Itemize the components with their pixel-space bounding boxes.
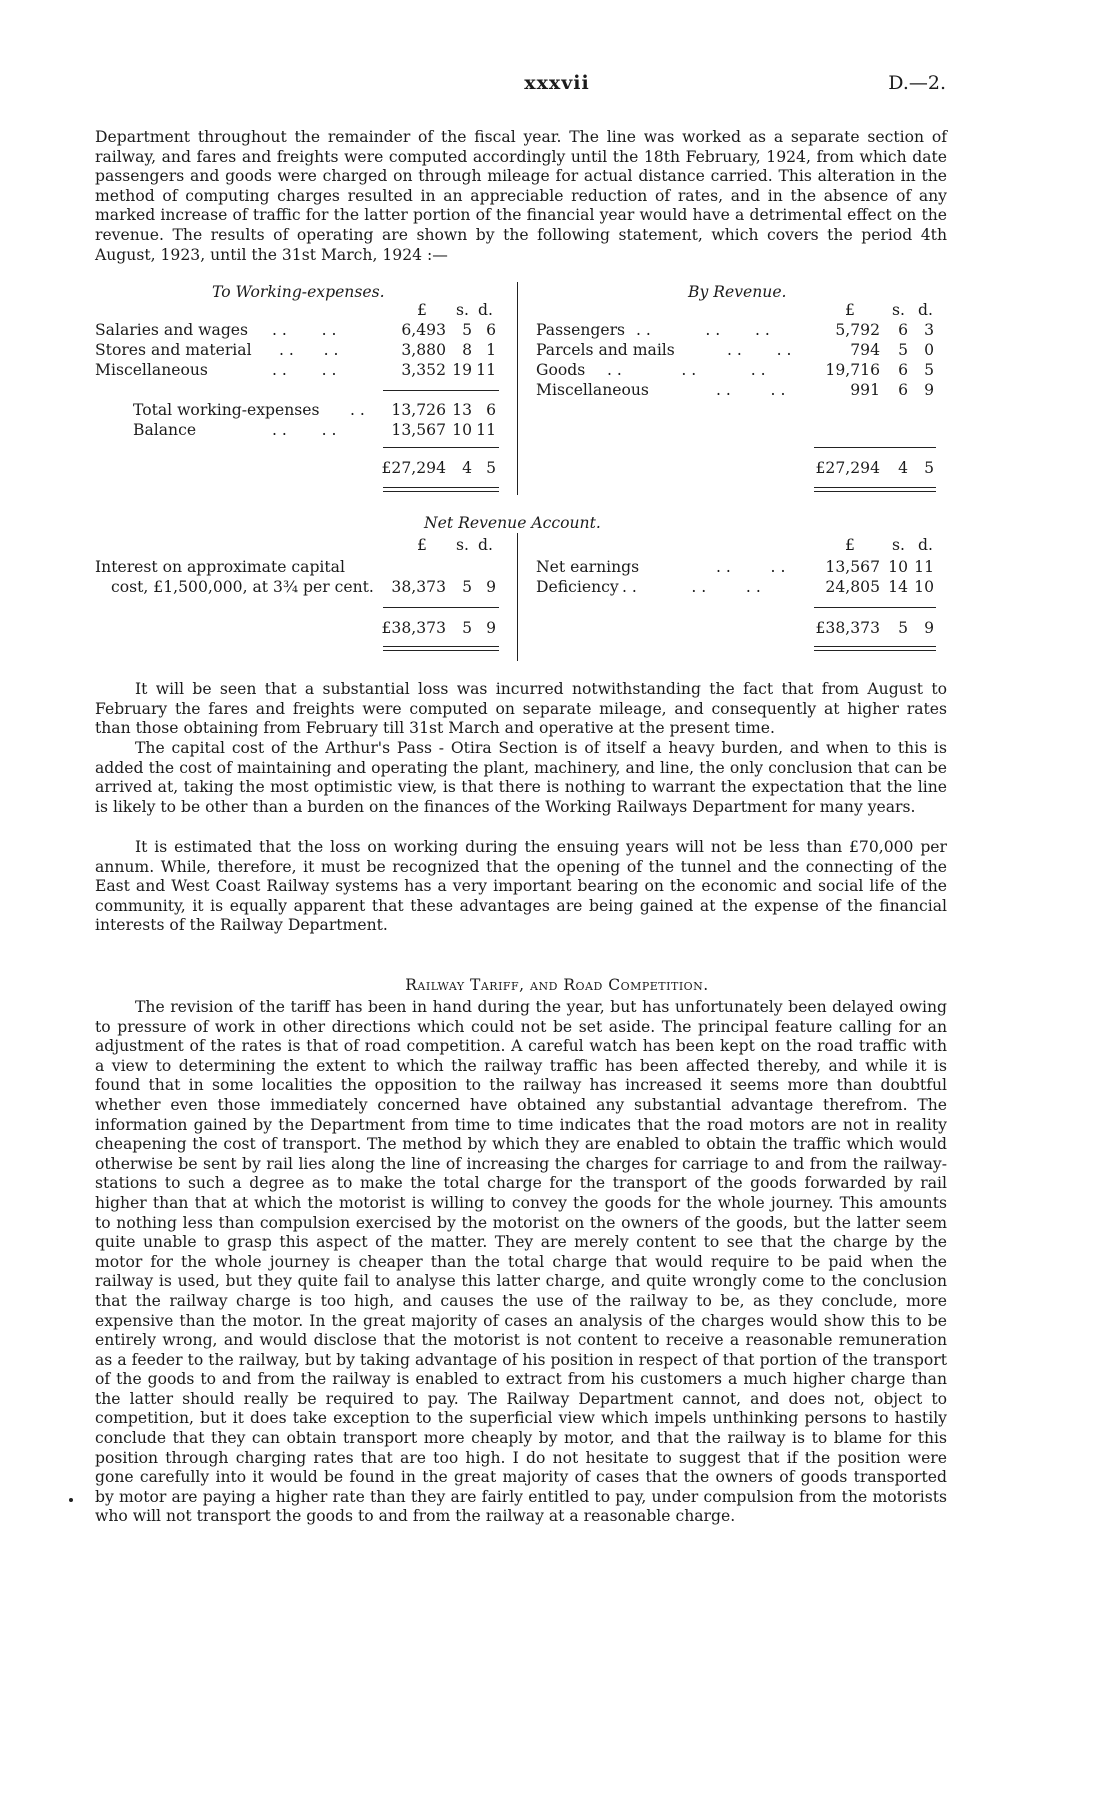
total-rule: [814, 607, 936, 608]
shillings: 13: [452, 401, 472, 419]
shillings: 6: [898, 321, 908, 339]
col-shillings: s.: [456, 536, 469, 554]
shillings: 5: [462, 321, 472, 339]
pounds: 13,567: [825, 558, 880, 576]
pence: 9: [486, 578, 496, 596]
pence: 11: [476, 361, 496, 379]
shillings: 5: [898, 341, 908, 359]
row-label: Miscellaneous: [95, 361, 208, 379]
pence: 9: [924, 619, 934, 637]
col-pence: d.: [918, 536, 933, 554]
statement-divider: [517, 282, 518, 495]
leader-dots: . . . . . .: [636, 321, 770, 339]
col-shillings: s.: [892, 301, 905, 319]
leader-dots: . . . .: [279, 341, 339, 359]
pence: 5: [924, 361, 934, 379]
row-label: Salaries and wages: [95, 321, 249, 339]
paragraph-estimate: It is estimated that the loss on working during the ensuing years will not be less than £70,000 per annum. While, therefore, it must be recognized that the opening of the tunnel and the connecting of the East and West Coast Railway systems has a very important bearing on the economic and social life of the community, it is equally apparent that these advantages are being gained at the expense of the financial interests of the Railway Department.: [95, 838, 947, 935]
revenue-heading: By Revenue.: [688, 283, 787, 301]
double-rule: [814, 646, 936, 651]
pounds: £27,294: [815, 459, 880, 477]
row-label: Passengers: [536, 321, 626, 339]
row-label: Total working-expenses: [133, 401, 320, 419]
page-number: xxxvii: [524, 72, 590, 94]
shillings: 5: [462, 578, 472, 596]
pounds: 991: [850, 381, 880, 399]
row-label: Goods: [536, 361, 586, 379]
document-reference: D.—2.: [888, 72, 946, 94]
col-shillings: s.: [456, 301, 469, 319]
interest-label-line1: Interest on approximate capital: [95, 558, 345, 576]
pence: 0: [924, 341, 934, 359]
leader-dots: . . . .: [716, 381, 786, 399]
total-rule: [814, 447, 936, 448]
row-label: Balance: [133, 421, 197, 439]
col-shillings: s.: [892, 536, 905, 554]
pence: 5: [924, 459, 934, 477]
double-rule: [383, 646, 499, 651]
pounds: 38,373: [391, 578, 446, 596]
expenses-heading: To Working-expenses.: [212, 283, 385, 301]
shillings: 5: [462, 619, 472, 637]
double-rule: [814, 487, 936, 492]
leader-dots: . . . .: [272, 321, 337, 339]
shillings: 4: [898, 459, 908, 477]
row-label: Stores and material: [95, 341, 252, 359]
pence: 9: [924, 381, 934, 399]
shillings: 10: [888, 558, 908, 576]
shillings: 19: [452, 361, 472, 379]
pounds: 13,726: [391, 401, 446, 419]
pence: 3: [924, 321, 934, 339]
subtotal-rule: [383, 390, 499, 391]
pence: 5: [486, 459, 496, 477]
pence: 9: [486, 619, 496, 637]
col-pound: £: [417, 301, 427, 319]
row-label: Parcels and mails: [536, 341, 675, 359]
pounds: 3,880: [401, 341, 446, 359]
pounds: 13,567: [391, 421, 446, 439]
col-pound: £: [845, 536, 855, 554]
shillings: 8: [462, 341, 472, 359]
leader-dots: . . . .: [272, 361, 337, 379]
col-pound: £: [417, 536, 427, 554]
leader-dots: . . . .: [716, 558, 786, 576]
leader-dots: . . . . . .: [607, 361, 766, 379]
pence: 1: [486, 341, 496, 359]
net-account-divider: [517, 533, 518, 661]
col-pence: d.: [478, 536, 493, 554]
paragraph-intro: Department throughout the remainder of the fiscal year. The line was worked as a separate section of railway, and fares and freights were computed accordingly until the 18th February, 1924, from which date passengers and goods were charged on through mileage for actual distance carried. This alteration in the method of computing charges resulted in an appreciable reduction of rates, and in the absence of any marked increase of traffic for the latter portion of the financial year would have a detrimental effect on the revenue. The results of operating are shown by the following statement, which covers the period 4th August, 1923, until the 31st March, 1924 :—: [95, 128, 947, 264]
col-pence: d.: [918, 301, 933, 319]
pounds: 794: [850, 341, 880, 359]
total-rule: [383, 607, 499, 608]
pounds: 5,792: [835, 321, 880, 339]
pounds: 19,716: [825, 361, 880, 379]
section-title: Railway Tariff, and Road Competition.: [405, 976, 709, 994]
row-label: Deficiency: [536, 578, 619, 596]
pence: 6: [486, 321, 496, 339]
row-label: Miscellaneous: [536, 381, 649, 399]
margin-mark: [69, 1498, 73, 1502]
pence: 6: [486, 401, 496, 419]
pence: 11: [476, 421, 496, 439]
shillings: 10: [452, 421, 472, 439]
paragraph-tariff: The revision of the tariff has been in hand during the year, but has unfortunately been delayed owing to pressure of work in other directions which could not be set aside. The principal feature calling for an adjustment of the rates is that of road competition. A careful watch has been kept on the road traffic with a view to determining the extent to which the railway traffic has been affected thereby, and while it is found that in some localities the opposition to the railway has increased it seems more than doubtful whether even those immediately concerned have obtained any substantial advantage therefrom. The information gained by the Department from time to time indicates that the road motors are not in reality cheapening the cost of transport. The method by which they are enabled to obtain the traffic which would otherwise be sent by rail lies along the line of increasing the charges for carriage to and from the railway-stations to such a degree as to make the total charge for the transport of the goods forwarded by rail higher than that at which the motorist is willing to convey the goods for the whole journey. This amounts to nothing less than compulsion exercised by the motorist on the owners of the goods, but the latter seem quite unable to grasp this aspect of the matter. They are merely content to see that the charge by the motor for the whole journey is cheaper than the total charge that would require to be paid when the railway is used, but they quite fail to analyse this latter charge, and quite wrongly come to the conclusion that the railway charge is too high, and causes the use of the railway to be, as they conclude, more expensive than the motor. In the great majority of cases an analysis of the charges would show this to be entirely wrong, and would disclose that the motorist is not content to receive a reasonable remuneration as a feeder to the railway, but by taking advantage of his position in respect of that portion of the transport of the goods to and from the railway is enabled to extract from his customers a much higher charge than the latter should really be required to pay. The Railway Department cannot, and does not, object to competition, but it does take exception to the superficial view which impels unthinking persons to hastily conclude that they can obtain transport more cheaply by motor, and that the railway is to blame for this position through charging rates that are too high. I do not hesitate to suggest that if the position were gone carefully into it would be found in the great majority of cases that the owners of goods transported by motor are paying a higher rate than they are fairly entitled to pay, under compulsion from the motorists who will not transport the goods to and from the railway at a reasonable charge.: [95, 998, 947, 1526]
leader-dots: . . . . . .: [622, 578, 761, 596]
net-account-heading: Net Revenue Account.: [424, 514, 601, 532]
pence: 10: [914, 578, 934, 596]
pounds: 3,352: [401, 361, 446, 379]
double-rule: [383, 487, 499, 492]
pounds: £38,373: [381, 619, 446, 637]
paragraph-capital-cost: The capital cost of the Arthur's Pass - Otira Section is of itself a heavy burden, and when to this is added the cost of maintaining and operating the plant, machinery, and line, the only conclusion that can be arrived at, taking the most optimistic view, is that there is nothing to warrant the expectation that the line is likely to be other than a burden on the finances of the Working Railways Department for many years.: [95, 739, 947, 816]
paragraph-loss: It will be seen that a substantial loss was incurred notwithstanding the fact that from August to February the fares and freights were computed on separate mileage, and consequently at higher rates than those obtaining from February till 31st March and operative at the present time.: [95, 680, 947, 738]
pounds: 6,493: [401, 321, 446, 339]
pounds: £38,373: [815, 619, 880, 637]
pence: 11: [914, 558, 934, 576]
pounds: £27,294: [381, 459, 446, 477]
shillings: 6: [898, 361, 908, 379]
interest-label-line2: cost, £1,500,000, at 3¾ per cent.: [111, 578, 374, 596]
leader-dots: . . . .: [272, 421, 337, 439]
shillings: 5: [898, 619, 908, 637]
leader-dots: . .: [350, 401, 365, 419]
leader-dots: . . . .: [727, 341, 792, 359]
shillings: 6: [898, 381, 908, 399]
pounds: 24,805: [825, 578, 880, 596]
col-pound: £: [845, 301, 855, 319]
total-rule: [383, 447, 499, 448]
col-pence: d.: [478, 301, 493, 319]
shillings: 4: [462, 459, 472, 477]
shillings: 14: [888, 578, 908, 596]
row-label: Net earnings: [536, 558, 640, 576]
